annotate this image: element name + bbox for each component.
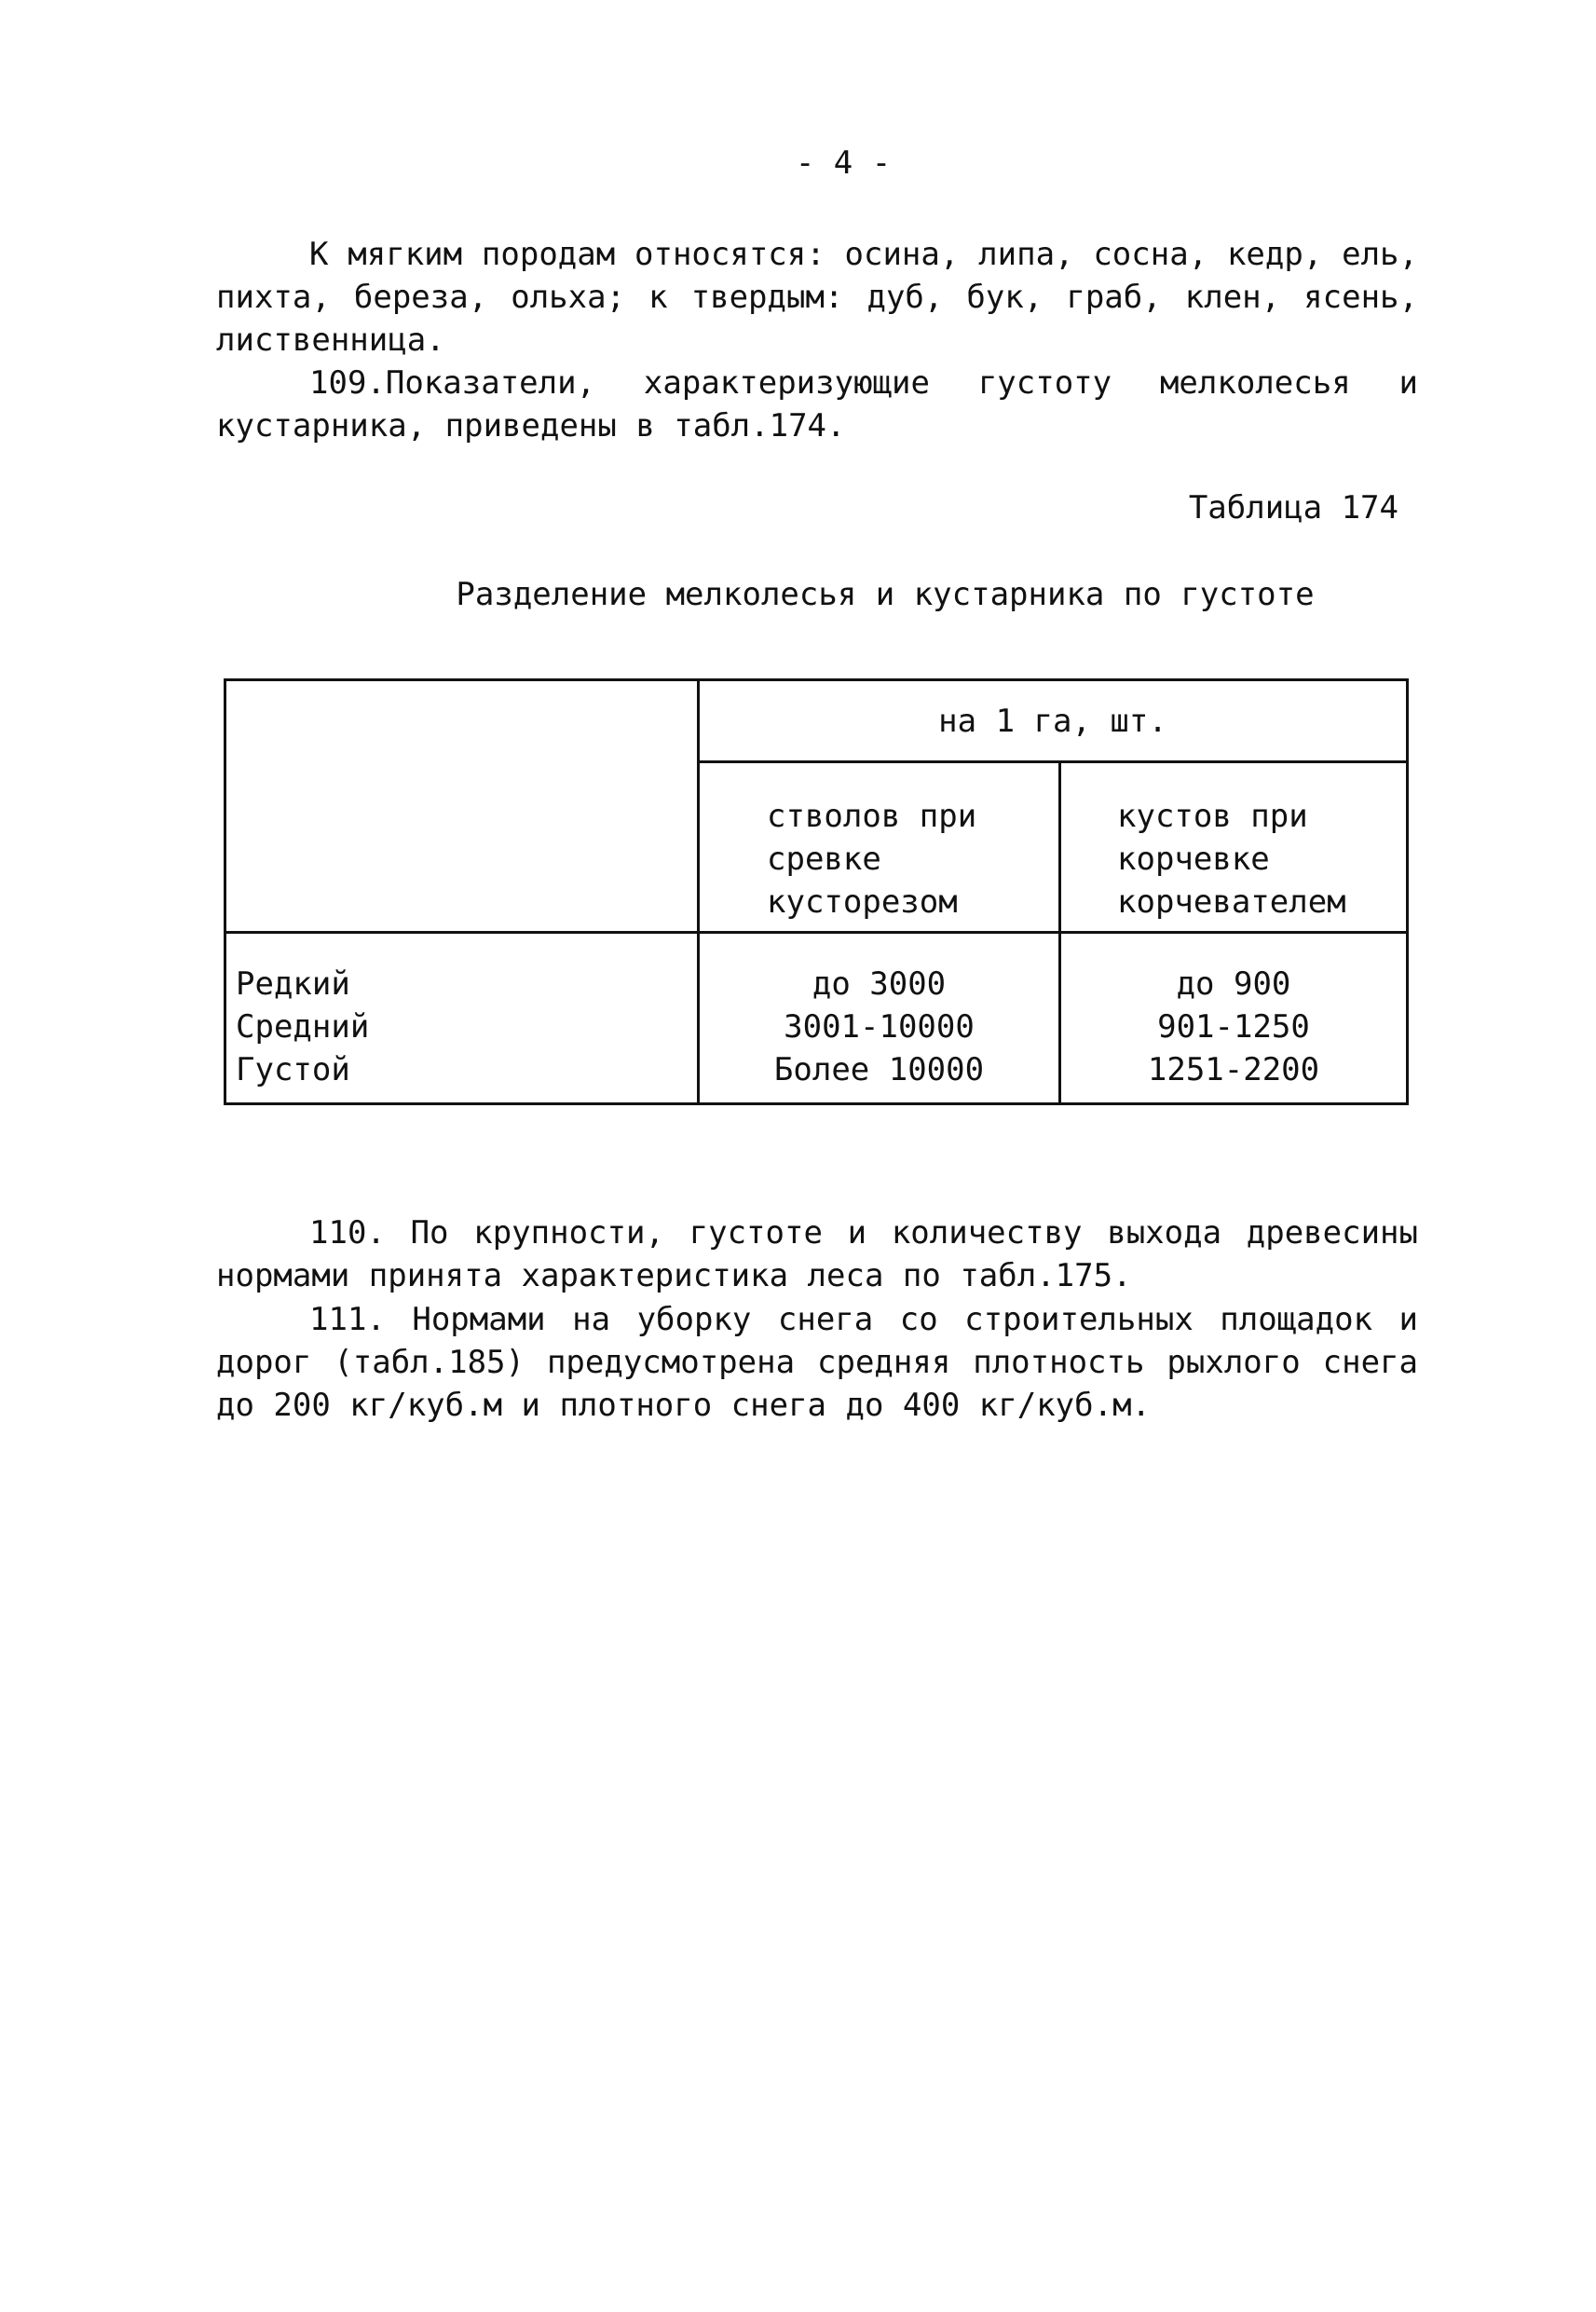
row-col1: 3001-10000 — [784, 1008, 975, 1046]
col2-header-line3: корчевателем — [1117, 883, 1346, 921]
row-name: Средний — [236, 1008, 370, 1046]
paragraph-109: 109.Показатели, характеризующие густоту мелколесья и кустарника, приведены в табл.174. — [216, 364, 1418, 445]
table-divider-group — [697, 760, 1406, 763]
table-divider-header — [226, 931, 1406, 934]
row-col2: до 900 — [1176, 965, 1291, 1003]
row-name: Густой — [236, 1051, 350, 1088]
row-col2: 1251-2200 — [1147, 1051, 1320, 1088]
group-header: на 1 га, шт. — [938, 703, 1167, 740]
col2-header-line1: кустов при — [1117, 798, 1308, 835]
col1-header-line2: сревке — [767, 841, 881, 878]
col1-header-line1: стволов при — [767, 798, 977, 835]
table-caption: Разделение мелколесья и кустарника по густоте — [456, 576, 1315, 613]
density-table — [224, 678, 1409, 1105]
row-col1: Более 10000 — [773, 1051, 985, 1088]
paragraph-111: 111. Нормами на уборку снега со строительных площадок и дорог (табл.185) предусмотрена средняя плотность рыхлого снега до 200 кг/куб.м и плотного снега до 400 кг/куб.м. — [216, 1301, 1418, 1424]
row-name: Редкий — [236, 965, 350, 1003]
col1-header-line3: кусторезом — [767, 883, 958, 921]
row-col1: до 3000 — [812, 965, 947, 1003]
row-col2: 901-1250 — [1157, 1008, 1310, 1046]
col2-header-line2: корчевке — [1117, 841, 1270, 878]
table-label: Таблица 174 — [1188, 489, 1398, 527]
paragraph-soft-hard-species: К мягким породам относятся: осина, липа, сосна, кедр, ель, пихта, береза, ольха; к твердым: дуб, бук, граб, клен, ясень, лиственница. — [216, 236, 1418, 359]
page-number: - 4 - — [795, 144, 892, 182]
paragraph-110: 110. По крупности, густоте и количеству выхода древесины нормами принята характеристика леса по табл.175. — [216, 1214, 1418, 1294]
